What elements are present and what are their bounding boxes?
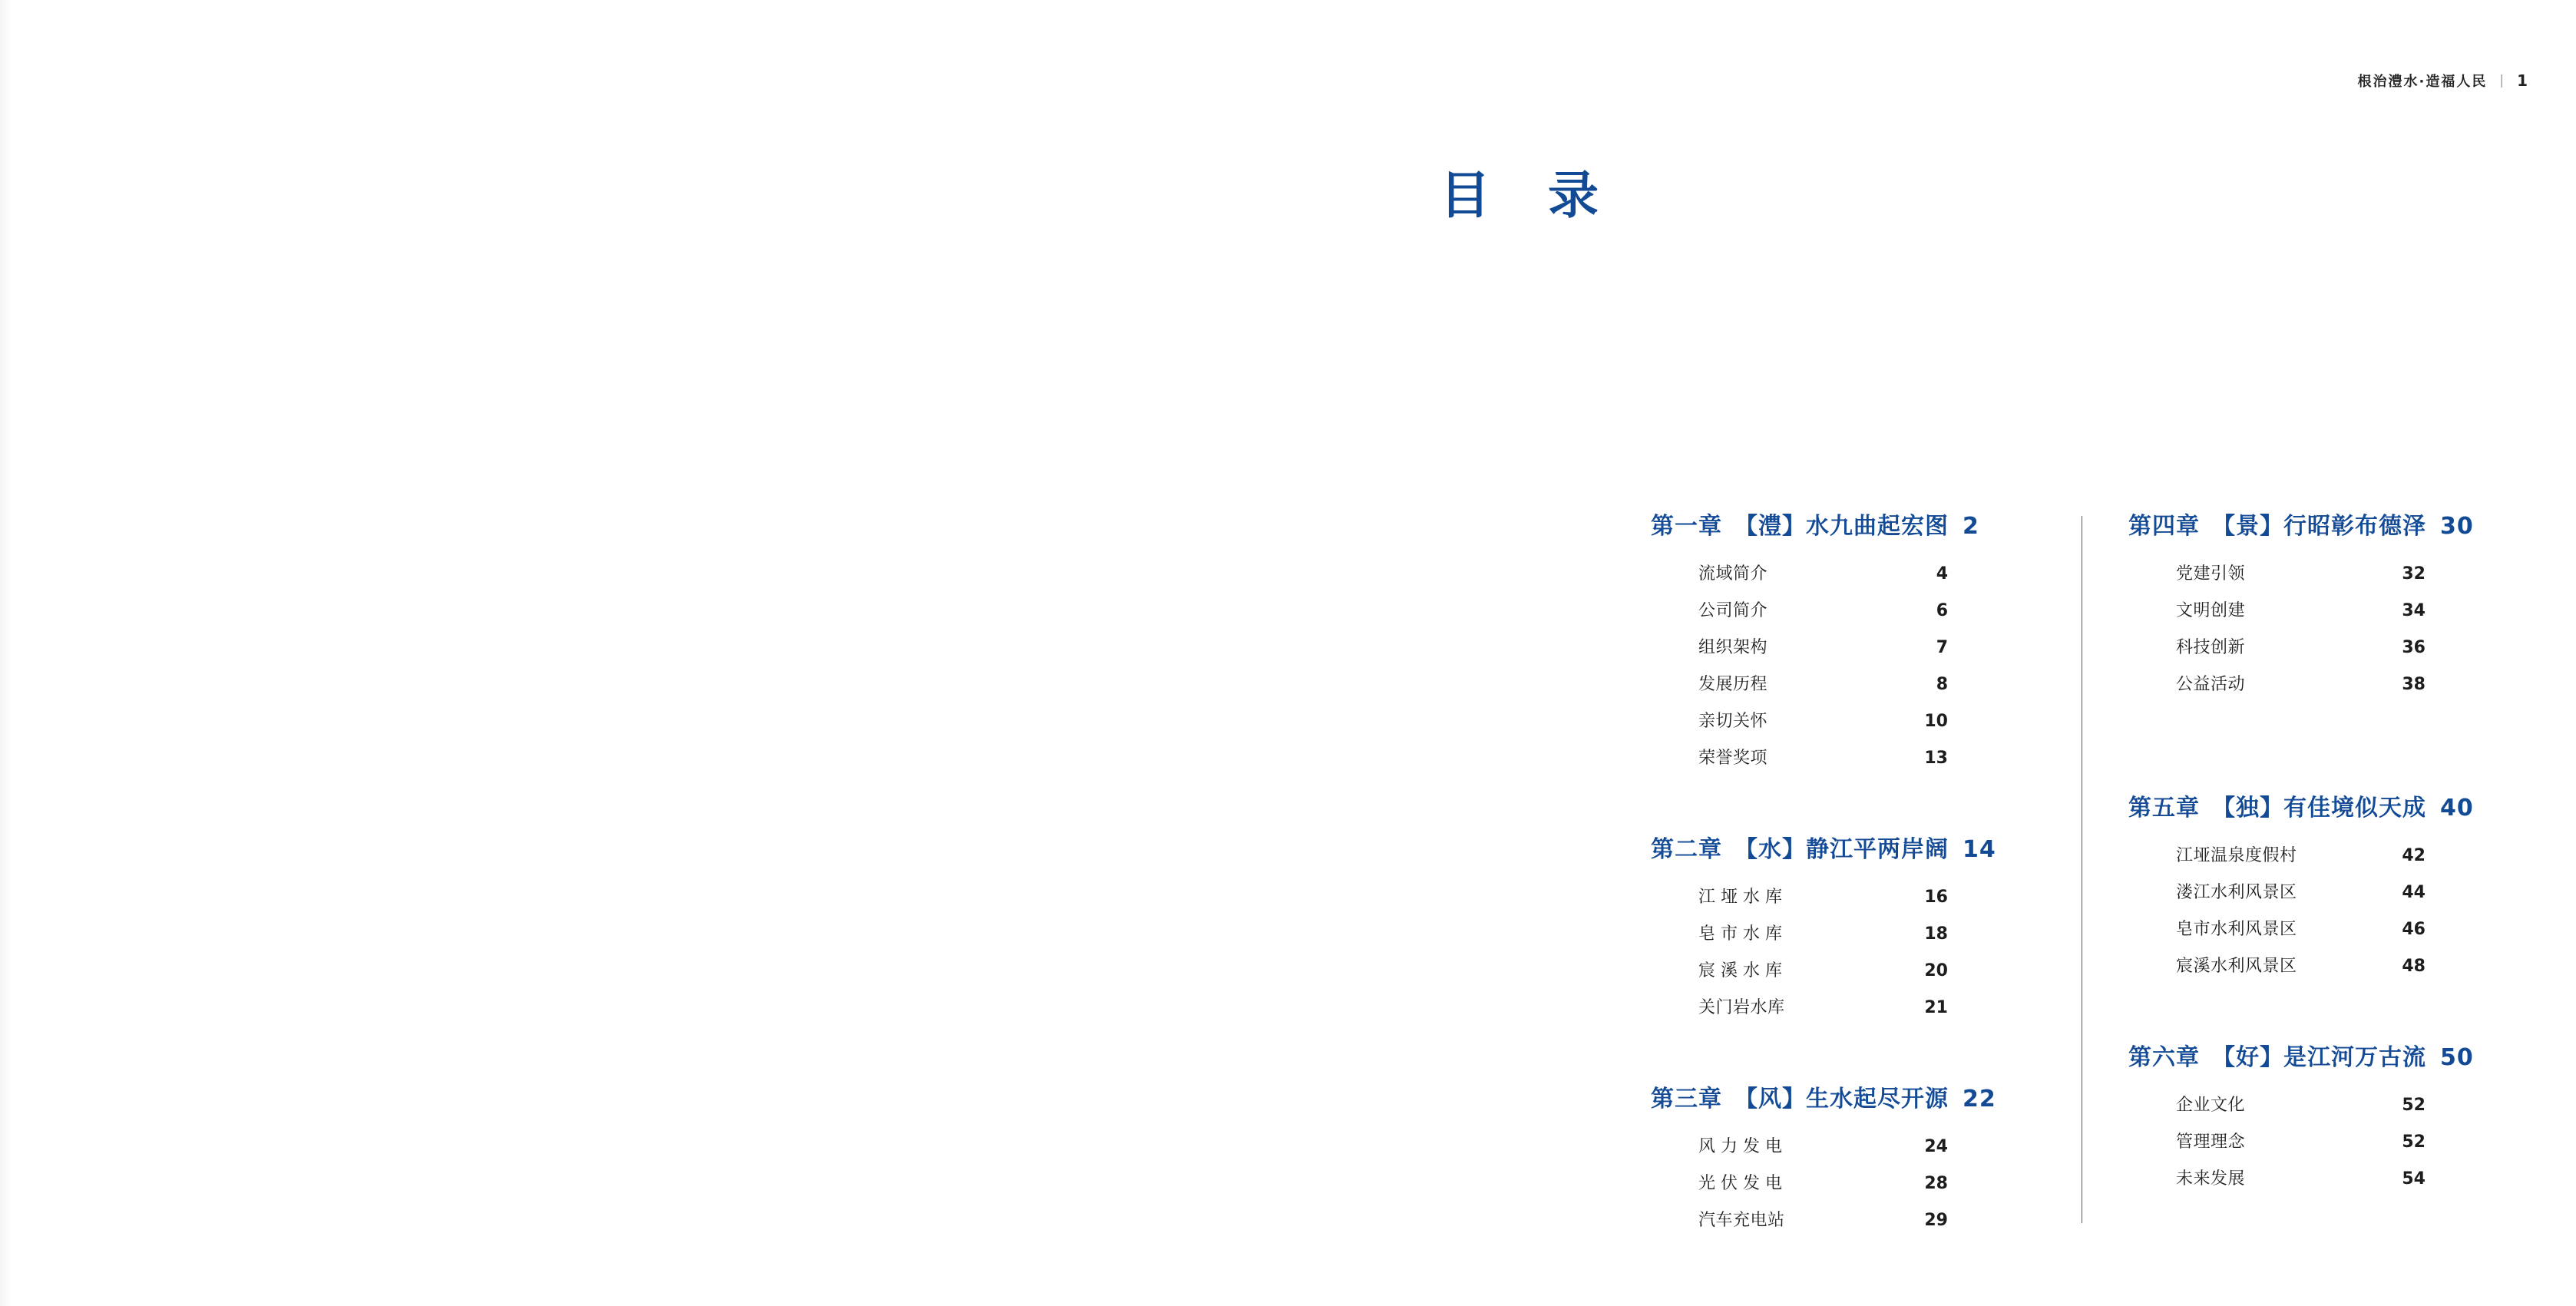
chapter-block xyxy=(1651,1080,2045,1231)
toc-entry-page: 6 xyxy=(1936,601,1948,620)
toc-entry-label: 风力发电 xyxy=(1698,1137,1788,1156)
chapter-page-number: 2 xyxy=(1963,513,1979,540)
spacer xyxy=(1651,790,2045,830)
toc-entry-page: 16 xyxy=(1924,888,1948,907)
chapter-number: 第三章 xyxy=(1651,1086,1722,1113)
toc-entry[interactable] xyxy=(1698,921,1948,944)
chapter-page-number: 30 xyxy=(2440,513,2474,540)
chapter-entries xyxy=(1698,1133,2045,1231)
chapter-block xyxy=(2128,507,2522,695)
chapter-number: 第二章 xyxy=(1651,836,1722,863)
toc-entry-label: 江垭温泉度假村 xyxy=(2176,846,2297,865)
toc-columns xyxy=(1651,507,2522,1231)
spacer xyxy=(2128,998,2522,1038)
toc-entry-page: 34 xyxy=(2402,601,2426,620)
spacer xyxy=(2128,716,2522,756)
chapter-number: 第一章 xyxy=(1651,513,1722,540)
chapter-page-number: 14 xyxy=(1963,836,1996,863)
chapter-heading[interactable] xyxy=(2128,1038,2522,1072)
toc-entry-label: 溇江水利风景区 xyxy=(2176,883,2297,902)
toc-entry-page: 36 xyxy=(2402,638,2426,657)
chapter-title: 【澧】水九曲起宏图 xyxy=(1734,513,1949,540)
toc-entry-page: 48 xyxy=(2402,957,2426,976)
chapter-title: 【好】是江河万古流 xyxy=(2212,1044,2426,1071)
toc-entry[interactable] xyxy=(1698,708,1948,732)
chapter-page-number: 22 xyxy=(1963,1086,1996,1113)
toc-entry[interactable] xyxy=(2176,842,2426,866)
running-header-page-number: 1 xyxy=(2517,71,2528,90)
toc-entry-page: 54 xyxy=(2402,1169,2426,1189)
toc-entry-label: 党建引领 xyxy=(2176,564,2246,584)
toc-entry[interactable] xyxy=(1698,994,1948,1018)
chapter-heading[interactable] xyxy=(1651,830,2045,864)
page-title: 目 录 xyxy=(1440,166,1619,225)
toc-entry-label: 皂市水利风景区 xyxy=(2176,920,2297,939)
toc-entry-page: 7 xyxy=(1936,638,1948,657)
toc-entry[interactable] xyxy=(2176,916,2426,940)
toc-entry-label: 宸溪水利风景区 xyxy=(2176,957,2297,976)
toc-entry[interactable] xyxy=(1698,1170,1948,1194)
chapter-heading[interactable] xyxy=(2128,507,2522,541)
toc-entry-page: 20 xyxy=(1924,961,1948,980)
page-fold-shadow xyxy=(0,0,11,1306)
chapter-number: 第六章 xyxy=(2128,1044,2200,1071)
toc-entry-page: 10 xyxy=(1924,712,1948,731)
toc-entry-label: 宸溪水库 xyxy=(1698,961,1788,980)
running-header xyxy=(2358,71,2529,91)
chapter-entries xyxy=(1698,884,2045,1018)
chapter-title: 【景】行昭彰布德泽 xyxy=(2212,513,2426,540)
running-header-title: 根治澧水·造福人民 xyxy=(2357,74,2488,90)
chapter-block xyxy=(2128,789,2522,977)
toc-entry[interactable] xyxy=(2176,879,2426,903)
toc-entry[interactable] xyxy=(2176,671,2426,695)
chapter-entries xyxy=(2176,1092,2522,1189)
running-header-separator: | xyxy=(2499,73,2505,88)
toc-entry-page: 52 xyxy=(2402,1132,2426,1152)
toc-entry-label: 未来发展 xyxy=(2176,1169,2246,1189)
toc-entry-page: 4 xyxy=(1936,564,1948,584)
toc-entry[interactable] xyxy=(2176,634,2426,658)
toc-entry-page: 18 xyxy=(1924,924,1948,944)
toc-entry[interactable] xyxy=(2176,953,2426,977)
spacer xyxy=(2128,756,2522,789)
chapter-heading[interactable] xyxy=(2128,789,2522,822)
toc-entry-label: 企业文化 xyxy=(2176,1096,2246,1115)
toc-entry-label: 关门岩水库 xyxy=(1698,998,1785,1017)
toc-entry[interactable] xyxy=(1698,1207,1948,1231)
toc-entry-label: 流域简介 xyxy=(1698,564,1768,584)
chapter-number: 第四章 xyxy=(2128,513,2200,540)
toc-entry-label: 科技创新 xyxy=(2176,638,2246,657)
toc-entry[interactable] xyxy=(2176,1165,2426,1189)
chapter-heading[interactable] xyxy=(1651,507,2045,541)
toc-entry[interactable] xyxy=(1698,634,1948,658)
toc-right-column xyxy=(2082,507,2522,1189)
toc-entry[interactable] xyxy=(1698,560,1948,584)
toc-entry-page: 24 xyxy=(1924,1137,1948,1156)
spacer xyxy=(1651,1040,2045,1080)
toc-entry-label: 汽车充电站 xyxy=(1698,1211,1785,1230)
toc-entry-page: 8 xyxy=(1936,675,1948,694)
chapter-block xyxy=(2128,1038,2522,1189)
chapter-heading[interactable] xyxy=(1651,1080,2045,1113)
chapter-entries xyxy=(2176,842,2522,977)
toc-entry-page: 28 xyxy=(1924,1174,1948,1193)
toc-entry[interactable] xyxy=(1698,671,1948,695)
toc-entry-label: 公益活动 xyxy=(2176,675,2246,694)
toc-entry-label: 荣誉奖项 xyxy=(1698,749,1768,768)
chapter-title: 【风】生水起尽开源 xyxy=(1734,1086,1949,1113)
toc-entry-label: 江垭水库 xyxy=(1698,888,1788,907)
chapter-number: 第五章 xyxy=(2128,795,2200,822)
toc-entry-label: 发展历程 xyxy=(1698,675,1768,694)
toc-entry[interactable] xyxy=(1698,597,1948,621)
chapter-page-number: 50 xyxy=(2440,1044,2474,1071)
toc-entry-label: 亲切关怀 xyxy=(1698,712,1768,731)
chapter-entries xyxy=(2176,560,2522,695)
chapter-entries xyxy=(1698,560,2045,769)
toc-entry[interactable] xyxy=(2176,597,2426,621)
toc-entry-page: 13 xyxy=(1924,749,1948,768)
toc-left-column xyxy=(1651,507,2082,1231)
toc-entry[interactable] xyxy=(1698,957,1948,981)
toc-entry-page: 52 xyxy=(2402,1096,2426,1115)
toc-entry-page: 42 xyxy=(2402,846,2426,865)
chapter-title: 【水】静江平两岸阔 xyxy=(1734,836,1949,863)
toc-entry-label: 文明创建 xyxy=(2176,601,2246,620)
toc-entry-page: 32 xyxy=(2402,564,2426,584)
toc-entry[interactable] xyxy=(2176,1092,2426,1116)
toc-entry-label: 管理理念 xyxy=(2176,1132,2246,1152)
toc-entry-page: 38 xyxy=(2402,675,2426,694)
toc-entry-label: 公司简介 xyxy=(1698,601,1768,620)
toc-entry-label: 组织架构 xyxy=(1698,638,1768,657)
toc-entry-label: 皂市水库 xyxy=(1698,924,1788,944)
toc-entry-page: 46 xyxy=(2402,920,2426,939)
chapter-title: 【独】有佳境似天成 xyxy=(2212,795,2426,822)
chapter-block xyxy=(1651,507,2045,769)
toc-entry-page: 29 xyxy=(1924,1211,1948,1230)
toc-entry-page: 44 xyxy=(2402,883,2426,902)
toc-entry-label: 光伏发电 xyxy=(1698,1174,1788,1193)
toc-entry-page: 21 xyxy=(1924,998,1948,1017)
chapter-page-number: 40 xyxy=(2440,795,2474,822)
toc-entry[interactable] xyxy=(2176,560,2426,584)
toc-entry[interactable] xyxy=(1698,1133,1948,1157)
toc-entry[interactable] xyxy=(1698,884,1948,908)
toc-entry[interactable] xyxy=(2176,1129,2426,1152)
toc-entry[interactable] xyxy=(1698,745,1948,769)
chapter-block xyxy=(1651,830,2045,1018)
